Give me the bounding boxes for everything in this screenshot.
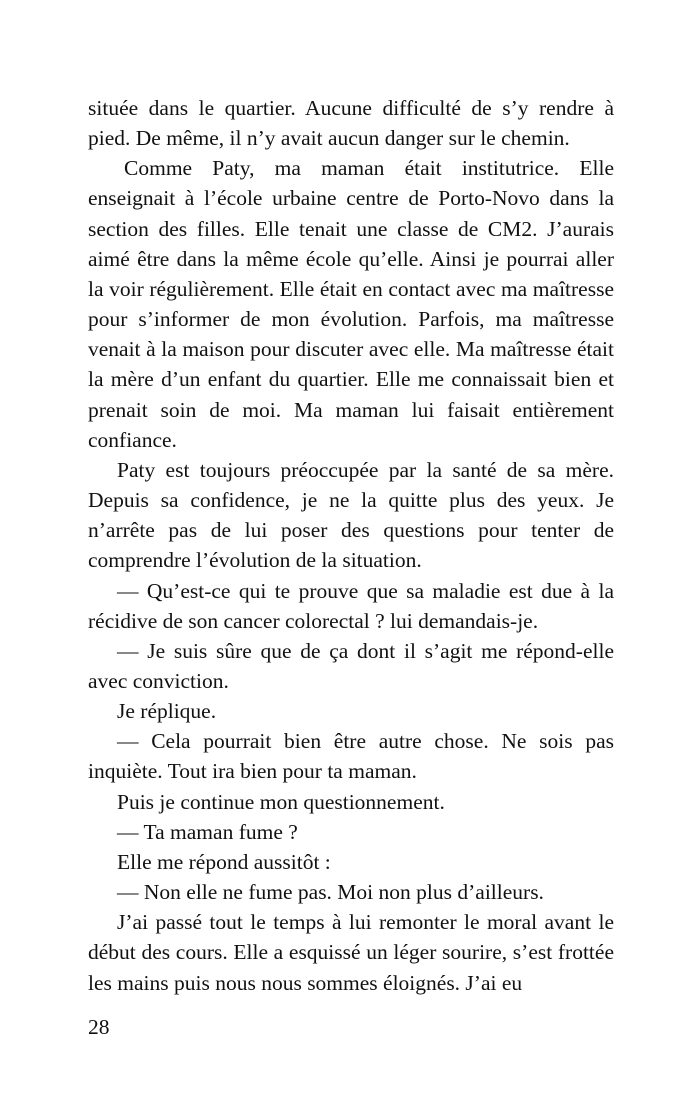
dialogue-line: — Je suis sûre que de ça dont il s’agit me répond-elle avec conviction. [88, 638, 614, 693]
paragraph-continuation: située dans le quartier. Aucune difficulté de s’y rendre à pied. De même, il n’y avait aucun danger sur le chemin. [88, 96, 614, 151]
paragraph: Comme Paty, ma maman était institutrice. Elle enseignait à l’école urbaine centre de Porto-Novo dans la section des filles. Elle tenait une classe de CM2. J’aurais aimé être dans la même école qu’elle. Ainsi je pourrai aller la voir régulièrement. Elle était en contact avec ma maîtresse pour s’informer de mon évolution. Parfois, ma maîtresse venait à la maison pour discuter avec elle. Ma maîtresse était la mère d’un enfant du quartier. Elle me connaissait bien et prenait soin de moi. Ma maman lui faisait entièrement confiance. [88, 156, 614, 452]
paragraph: Paty est toujours préoccupée par la santé de sa mère. Depuis sa confidence, je ne la quitte plus des yeux. Je n’arrête pas de lui poser des questions pour tenter de comprendre l’évolution de la situation. [88, 457, 614, 573]
paragraph: Elle me répond aussitôt : [117, 849, 331, 874]
dialogue-line: — Cela pourrait bien être autre chose. Ne sois pas inquiète. Tout ira bien pour ta maman. [88, 729, 614, 784]
dialogue-line: — Non elle ne fume pas. Moi non plus d’ailleurs. [117, 880, 544, 905]
body-text [88, 93, 614, 998]
page-number: 28 [88, 1015, 110, 1039]
paragraph: J’ai passé tout le temps à lui remonter le moral avant le début des cours. Elle a esquissé un léger sourire, s’est frottée les mains puis nous nous sommes éloignés. J’ai eu [88, 910, 614, 995]
dialogue-line: — Qu’est-ce qui te prouve que sa maladie est due à la récidive de son cancer colorectal ? lui demandais-je. [88, 578, 614, 633]
dialogue-line: — Ta maman fume ? [117, 819, 298, 844]
paragraph: Je réplique. [117, 699, 217, 724]
paragraph: Puis je continue mon questionnement. [117, 789, 445, 814]
